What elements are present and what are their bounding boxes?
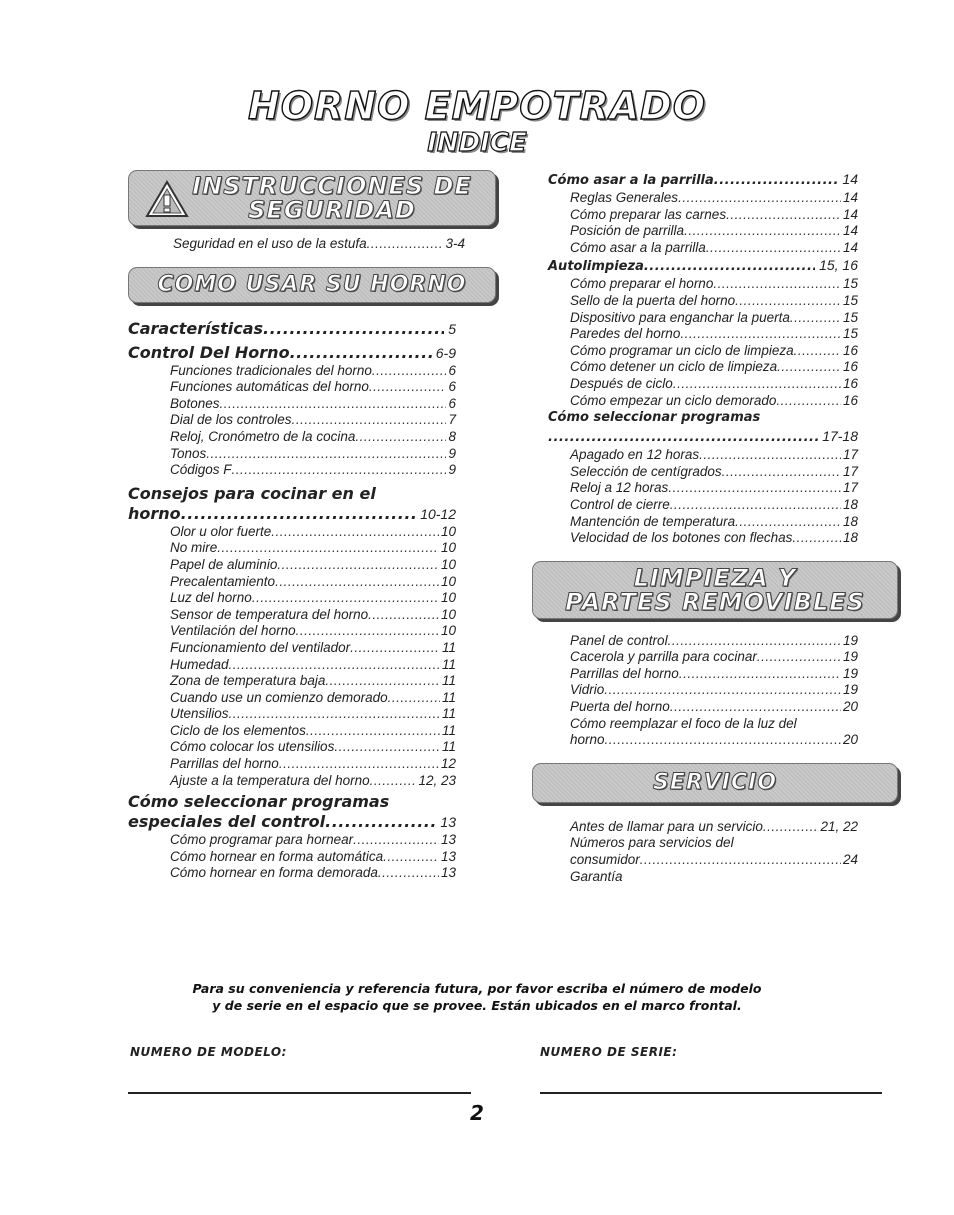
list-item: Olor u olor fuerte ..... 10 bbox=[170, 524, 456, 541]
list-limpieza bbox=[570, 633, 858, 749]
page-title: HORNO EMPOTRADO bbox=[247, 84, 707, 128]
list-programas bbox=[570, 447, 858, 547]
list-item: Utensilios ..... 11 bbox=[170, 706, 456, 723]
serial-number-label: NUMERO DE SERIE: bbox=[540, 1045, 678, 1059]
list-item: Cómo preparar las carnes ..... 14 bbox=[570, 207, 858, 224]
list-item: Sello de la puerta del horno ..... 15 bbox=[570, 293, 858, 310]
section-consejos: horno ..... 10-12 bbox=[128, 504, 456, 524]
banner-cleaning bbox=[532, 561, 898, 619]
list-item-foco-line1: Cómo reemplazar el foco de la luz del bbox=[570, 715, 797, 731]
page-number: 2 bbox=[470, 1101, 484, 1125]
list-item: Cómo programar un ciclo de limpieza ..... 16 bbox=[570, 343, 858, 360]
list-item: Cómo empezar un ciclo demorado ..... 16 bbox=[570, 393, 858, 410]
section-programas-line1: Cómo seleccionar programas bbox=[548, 410, 761, 426]
list-item: Selección de centígrados ..... 17 bbox=[570, 464, 858, 481]
list-item: Velocidad de los botones con flechas ..... 18 bbox=[570, 530, 858, 547]
list-item: Ventilación del horno ..... 10 bbox=[170, 623, 456, 640]
list-item: Antes de llamar para un servicio ..... 21, 22 bbox=[570, 819, 858, 836]
list-item: Posición de parrilla ..... 14 bbox=[570, 223, 858, 240]
list-item: Cómo hornear en forma demorada ..... 13 bbox=[170, 865, 456, 882]
model-number-field[interactable] bbox=[128, 1092, 471, 1094]
list-item: Papel de aluminio ..... 10 bbox=[170, 557, 456, 574]
list-autolimpieza bbox=[570, 276, 858, 409]
list-item: Ciclo de los elementos ..... 11 bbox=[170, 723, 456, 740]
banner-safety-line2: SEGURIDAD bbox=[248, 196, 416, 224]
list-item: Mantención de temperatura ..... 18 bbox=[570, 514, 858, 531]
list-item: Cómo colocar los utensilios ..... 11 bbox=[170, 739, 456, 756]
banner-safety-instructions bbox=[128, 170, 496, 226]
warning-icon bbox=[145, 179, 189, 219]
list-item: Paredes del horno ..... 15 bbox=[570, 326, 858, 343]
list-item: Después de ciclo ..... 16 bbox=[570, 376, 858, 393]
banner-service bbox=[532, 763, 898, 803]
list-item: Cuando use un comienzo demorado ..... 11 bbox=[170, 690, 456, 707]
list-item: Ajuste a la temperatura del horno ..... 12, 23 bbox=[170, 773, 456, 790]
left-column bbox=[128, 170, 498, 882]
footer-note-line1: Para su conveniencia y referencia futura, por favor escriba el número de modelo bbox=[192, 981, 762, 996]
list-item: Funcionamiento del ventilador ..... 11 bbox=[170, 640, 456, 657]
list-item: Cómo hornear en forma automática ..... 13 bbox=[170, 849, 456, 866]
banner-how-to-use-text: COMO USAR SU HORNO bbox=[157, 271, 467, 297]
list-especiales bbox=[170, 832, 456, 882]
list-item: Precalentamiento ..... 10 bbox=[170, 574, 456, 591]
section-consejos-line1: Consejos para cocinar en el bbox=[128, 483, 376, 503]
list-item: Luz del horno ..... 10 bbox=[170, 590, 456, 607]
section-programas: ..... 17-18 bbox=[548, 427, 858, 447]
list-item: consumidor ..... 24 bbox=[570, 852, 858, 869]
serial-number-field[interactable] bbox=[540, 1092, 882, 1094]
list-item: No mire ..... 10 bbox=[170, 540, 456, 557]
section-caracteristicas: Características ..... 5 bbox=[128, 319, 456, 339]
list-item: Botones ..... 6 bbox=[170, 396, 456, 413]
footer-note-line2: y de serie en el espacio que se provee. Están ubicados en el marco frontal. bbox=[212, 998, 742, 1013]
list-item: Cómo programar para hornear ..... 13 bbox=[170, 832, 456, 849]
footer-note bbox=[0, 980, 954, 1014]
list-item: Reloj, Cronómetro de la cocina ..... 8 bbox=[170, 429, 456, 446]
list-item: Zona de temperatura baja ..... 11 bbox=[170, 673, 456, 690]
list-item: Sensor de temperatura del horno ..... 10 bbox=[170, 607, 456, 624]
list-consejos bbox=[170, 524, 456, 790]
section-autolimpieza: Autolimpieza ..... 15, 16 bbox=[548, 256, 858, 276]
section-parrilla: Cómo asar a la parrilla ..... 14 bbox=[548, 170, 858, 190]
list-item: Códigos F ..... 9 bbox=[170, 462, 456, 479]
right-column bbox=[532, 170, 898, 885]
list-item: Parrillas del horno ..... 19 bbox=[570, 666, 858, 683]
list-item: Funciones tradicionales del horno ..... 6 bbox=[170, 363, 456, 380]
index-subtitle: INDICE bbox=[427, 128, 527, 158]
list-item: Dispositivo para enganchar la puerta ..... 15 bbox=[570, 310, 858, 327]
list-item: Cacerola y parrilla para cocinar ..... 19 bbox=[570, 649, 858, 666]
toc-entry-seguridad: Seguridad en el uso de la estufa ..... 3-4 bbox=[173, 236, 465, 253]
list-item: Reglas Generales ..... 14 bbox=[570, 190, 858, 207]
section-especiales: especiales del control ..... 13 bbox=[128, 812, 456, 832]
section-control-horno: Control Del Horno ..... 6-9 bbox=[128, 343, 456, 363]
list-item: Puerta del horno ..... 20 bbox=[570, 699, 858, 716]
list-parrilla bbox=[570, 190, 858, 256]
list-item-garantia: Garantía bbox=[570, 868, 623, 884]
list-item: Tonos ..... 9 bbox=[170, 446, 456, 463]
list-item: Panel de control ..... 19 bbox=[570, 633, 858, 650]
list-item: Vidrio ..... 19 bbox=[570, 682, 858, 699]
list-item: Parrillas del horno ..... 12 bbox=[170, 756, 456, 773]
list-item: Control de cierre ..... 18 bbox=[570, 497, 858, 514]
banner-service-text: SERVICIO bbox=[652, 769, 778, 795]
banner-cleaning-line1: LIMPIEZA Y bbox=[633, 563, 797, 592]
list-control bbox=[170, 363, 456, 479]
list-item-numeros-line1: Números para servicios del bbox=[570, 835, 734, 851]
section-especiales-line1: Cómo seleccionar programas bbox=[128, 792, 390, 812]
model-number-label: NUMERO DE MODELO: bbox=[130, 1045, 287, 1059]
list-item: horno ..... 20 bbox=[570, 732, 858, 749]
banner-how-to-use bbox=[128, 267, 496, 303]
list-item: Cómo preparar el horno ..... 15 bbox=[570, 276, 858, 293]
banner-cleaning-line2: PARTES REMOVIBLES bbox=[565, 587, 865, 616]
list-item: Funciones automáticas del horno ..... 6 bbox=[170, 379, 456, 396]
list-item: Dial de los controles ..... 7 bbox=[170, 412, 456, 429]
banner-safety-line1: INSTRUCCIONES DE bbox=[192, 172, 472, 200]
list-item: Cómo detener un ciclo de limpieza ..... 16 bbox=[570, 359, 858, 376]
list-item: Cómo asar a la parrilla ..... 14 bbox=[570, 240, 858, 257]
list-servicio bbox=[570, 819, 858, 885]
list-item: Apagado en 12 horas ..... 17 bbox=[570, 447, 858, 464]
list-item: Humedad ..... 11 bbox=[170, 657, 456, 674]
list-item: Reloj a 12 horas ..... 17 bbox=[570, 480, 858, 497]
